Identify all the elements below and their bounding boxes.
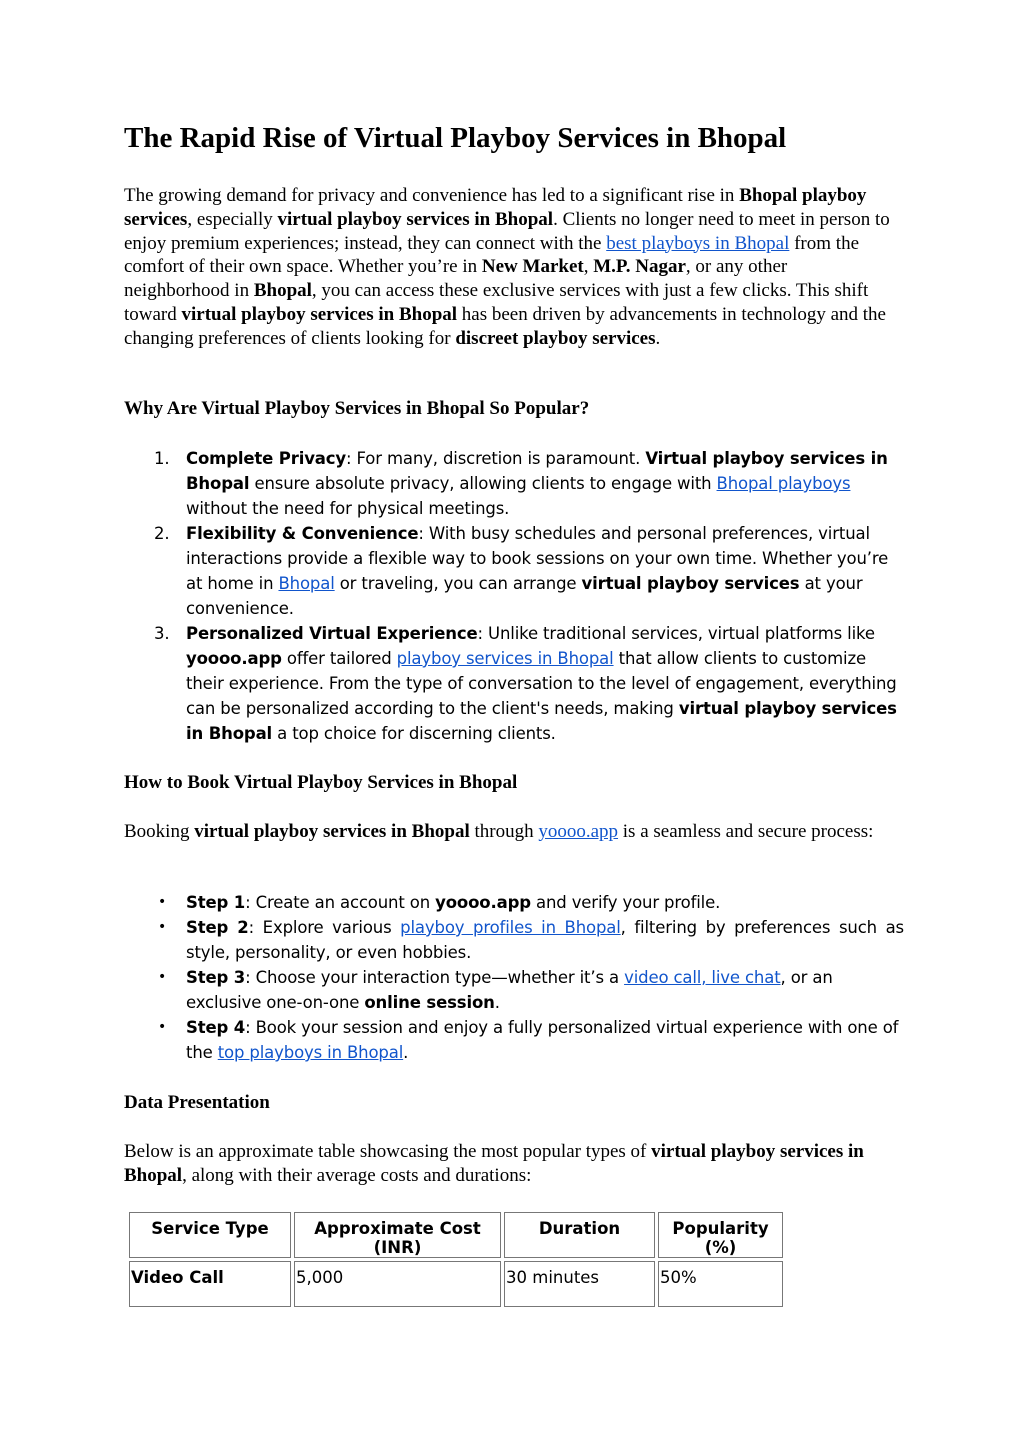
text: , you can access these exclusive services with just a few clicks. This shift toward (124, 280, 869, 325)
why-list (124, 446, 904, 746)
text: . Clients no longer need to meet in person to enjoy premium experiences; instead, they can connect with the (124, 208, 890, 254)
text: at your convenience. (186, 574, 863, 618)
list-item (124, 915, 904, 965)
bold-text: virtual playboy services in Bhopal (181, 303, 458, 325)
bullet-icon: • (158, 919, 167, 935)
text: , along with their average costs and durations: (182, 1164, 532, 1186)
bold-text: Bhopal (253, 280, 312, 302)
list-item (124, 1015, 904, 1065)
table-row (129, 1261, 783, 1307)
list-item (124, 965, 904, 1015)
bold-text: virtual playboy services in Bhopal (124, 1141, 864, 1186)
table-header-cell: Service Type (129, 1212, 291, 1258)
bhopal-playboys-link[interactable]: Bhopal playboys (716, 474, 851, 493)
bold-text: discreet playboy services (455, 327, 656, 349)
text: , especially (187, 208, 278, 230)
text: from the comfort of their own space. Whether you’re in (124, 232, 860, 278)
text: The growing demand for privacy and convenience has led to a significant rise in (124, 185, 740, 206)
table-cell: 5,000 (294, 1261, 501, 1307)
data-paragraph (124, 1140, 894, 1188)
list-item (124, 621, 904, 746)
page-title: The Rapid Rise of Virtual Playboy Services in Bhopal (124, 122, 787, 154)
text: : With busy schedules and personal preferences, virtual interactions provide a flexible way to book sessions on your own time. Whether you’re at home in (186, 524, 889, 593)
bold-text: virtual playboy services in Bhopal (277, 208, 554, 230)
bold-text: Bhopal playboy services (124, 185, 867, 230)
bold-text: online session (364, 993, 495, 1012)
why-heading: Why Are Virtual Playboy Services in Bhopal So Popular? (124, 398, 590, 419)
list-item (124, 521, 904, 621)
bold-text: Complete Privacy (186, 449, 347, 468)
table-cell: Video Call (129, 1261, 291, 1307)
text: : Unlike traditional services, virtual platforms like (477, 624, 875, 643)
text: Booking (124, 821, 195, 842)
list-item (124, 890, 904, 915)
book-paragraph (124, 820, 894, 844)
text: : Book your session and enjoy a fully personalized virtual experience with one of the (186, 1018, 899, 1062)
bullet-icon: • (158, 969, 167, 985)
text: without the need for physical meetings. (186, 499, 510, 518)
text: a top choice for discerning clients. (272, 724, 556, 743)
services-table (126, 1209, 786, 1310)
playboy-services-link[interactable]: playboy services in Bhopal (396, 649, 614, 668)
text: : For many, discretion is paramount. (346, 449, 646, 468)
book-heading: How to Book Virtual Playboy Services in Bhopal (124, 772, 518, 793)
text: : Explore various (248, 918, 401, 937)
data-heading: Data Presentation (124, 1092, 270, 1113)
text: and verify your profile. (530, 893, 721, 912)
table-cell: 30 minutes (504, 1261, 655, 1307)
table-header-cell: Approximate Cost (INR) (294, 1212, 501, 1258)
bullet-icon: • (158, 1019, 167, 1035)
text: , or an exclusive one-on-one (186, 968, 833, 1012)
bold-text: Step 1 (186, 893, 246, 912)
text: Below is an approximate table showcasing the most popular types of (124, 1141, 652, 1162)
bold-text: yoooo.app (435, 893, 531, 912)
text: or traveling, you can arrange (334, 574, 582, 593)
bullet-icon: • (158, 894, 167, 910)
bold-text: Step 2 (186, 918, 249, 937)
bold-text: virtual playboy services in Bhopal (186, 699, 897, 743)
text: , or any other neighborhood in (124, 256, 788, 302)
text: offer tailored (281, 649, 397, 668)
text: , (583, 256, 594, 278)
bold-text: Virtual playboy services in Bhopal (186, 449, 888, 493)
text: has been driven by advancements in technology and the changing preferences of clients looking for (124, 303, 886, 349)
bold-text: New Market (481, 256, 584, 278)
bold-text: Flexibility & Convenience (186, 524, 419, 543)
text: . (655, 327, 661, 349)
text: : Choose your interaction type—whether it’s a (245, 968, 625, 987)
video-call-link[interactable]: video call, live chat (624, 968, 781, 987)
table-cell: 50% (658, 1261, 783, 1307)
bold-text: virtual playboy services (581, 574, 800, 593)
table-header-row (129, 1212, 783, 1258)
best-playboys-link[interactable]: best playboys in Bhopal (606, 232, 790, 254)
bold-text: Personalized Virtual Experience (186, 624, 478, 643)
table-header-cell: Popularity (%) (658, 1212, 783, 1258)
intro-paragraph (124, 184, 894, 351)
bold-text: yoooo.app (186, 649, 282, 668)
bold-text: M.P. Nagar (593, 256, 686, 278)
yoooo-app-link[interactable]: yoooo.app (538, 821, 619, 842)
text: through (469, 821, 539, 842)
text: . (494, 993, 500, 1012)
list-number: 2. (154, 524, 170, 543)
list-number: 3. (154, 624, 170, 643)
table-header-cell: Duration (504, 1212, 655, 1258)
bold-text: virtual playboy services in Bhopal (194, 821, 470, 842)
text: that allow clients to customize their experience. From the type of conversation to the level of engagement, everything can be personalized according to the client's needs, making (186, 649, 897, 718)
bhopal-link[interactable]: Bhopal (278, 574, 335, 593)
top-playboys-link[interactable]: top playboys in Bhopal (217, 1043, 404, 1062)
playboy-profiles-link[interactable]: playboy profiles in Bhopal (400, 918, 621, 937)
steps-list (124, 890, 904, 1065)
bold-text: Step 3 (186, 968, 246, 987)
list-item (124, 446, 904, 521)
text: . (403, 1043, 409, 1062)
text: : Create an account on (245, 893, 436, 912)
text: ensure absolute privacy, allowing clients to engage with (249, 474, 717, 493)
text: , filtering by preferences such as style, personality, or even hobbies. (186, 918, 904, 962)
list-number: 1. (154, 449, 170, 468)
bold-text: Step 4 (186, 1018, 246, 1037)
text: is a seamless and secure process: (618, 821, 874, 842)
